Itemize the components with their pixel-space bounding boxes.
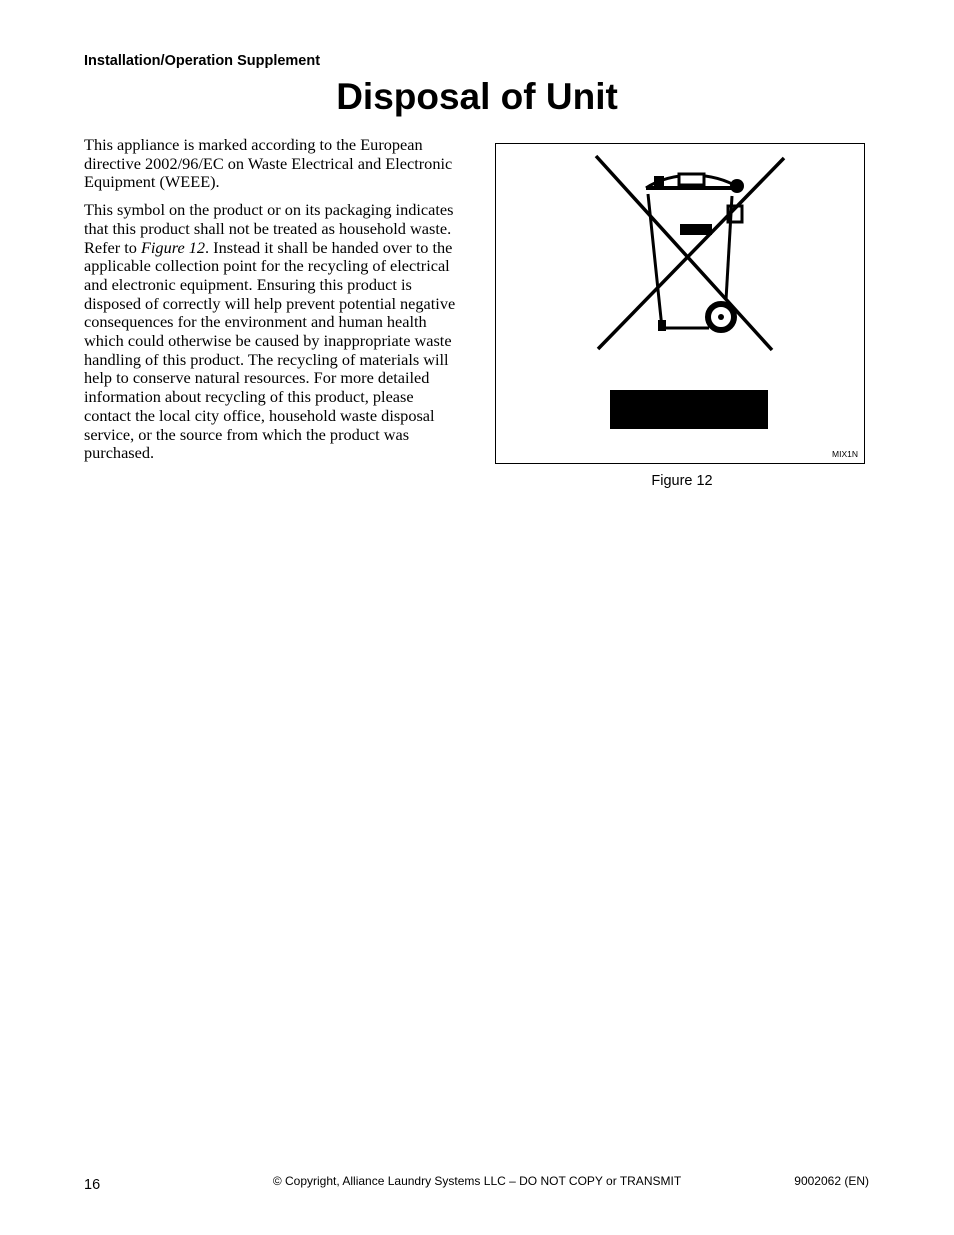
page-title: Disposal of Unit [336, 76, 618, 117]
paragraph-disposal-instructions [84, 201, 462, 463]
copyright-notice: © Copyright, Alliance Laundry Systems LLC – DO NOT COPY or TRANSMIT [272, 1174, 682, 1188]
paragraph-weee-directive: This appliance is marked according to the European directive 2002/96/EC on Waste Electrical and Electronic Equipment (WEEE). [84, 135, 453, 192]
weee-crossed-out-bin-icon [496, 144, 866, 465]
figure-12-frame [495, 143, 865, 464]
body-text-column [84, 136, 462, 472]
figure-caption: Figure 12 [651, 473, 713, 489]
figure-reference: Figure 12 [140, 237, 206, 257]
paragraph-text-end: . Instead it shall be handed over to the applicable collection point for the recycling of electrical and electronic equipment. Ensuring this product is disposed of correctly will help prevent potential negative consequences for the environment and human health which could otherwise be caused by inappropriate waste handling of this product. The recycling of materials will help to conserve natural resources. For more detailed information about recycling of this product, please contact the local city office, household waste disposal service, or the source from which the product was purchased. [84, 237, 456, 463]
figure-code: MIX1N [832, 449, 858, 459]
page-number: 16 [84, 1177, 101, 1193]
paragraph-text-start: This symbol on the product or on its packaging indicates that this product shall not be treated as household waste. Refer to [84, 200, 454, 257]
document-number: 9002062 (EN) [794, 1174, 869, 1188]
running-header: Installation/Operation Supplement [84, 53, 321, 69]
